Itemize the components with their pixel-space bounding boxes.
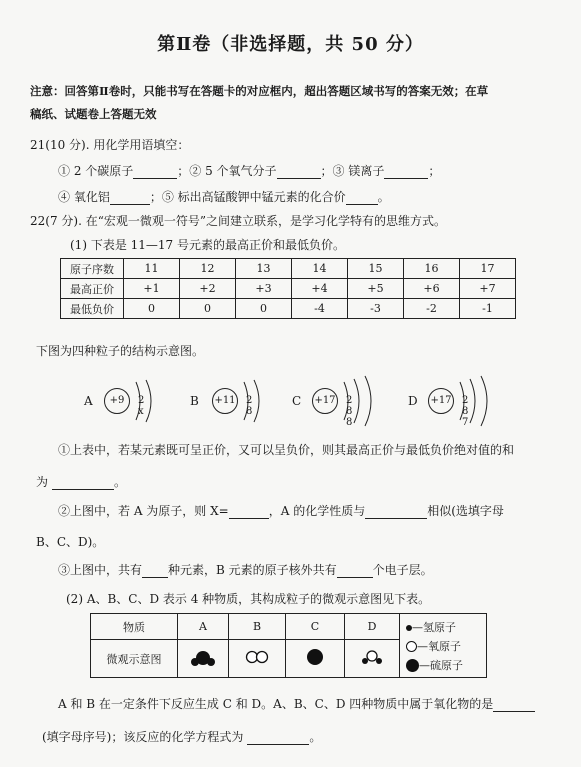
diagram-caption: 下图为四种粒子的结构示意图。 [36,344,205,358]
notice-line-2: 稿纸、试题卷上答题无效 [30,107,157,121]
answer-blank[interactable] [346,204,378,205]
q21-row1-end: ； [428,164,441,178]
sub1-line-a: ①上表中，若某元素既可呈正价，又可以呈负价，则其最高正价与最低负价绝对值的和 [58,443,515,457]
legend-label: —氢原子 [412,620,456,634]
h2o-molecule-icon [357,647,387,667]
nucleus: +11 [212,388,238,414]
table-cell: +2 [180,279,236,299]
page-title: 第Ⅱ卷（非选择题，共 50 分） [157,34,424,55]
answer-blank[interactable] [337,577,373,578]
answer-blank[interactable] [133,178,177,179]
o2-molecule-icon [242,647,272,667]
answer-blank[interactable] [277,178,321,179]
final-text-1: A 和 B 在一定条件下反应生成 C 和 D。A、B、C、D 四种物质中属于氧化物的是 [58,697,494,711]
answer-blank[interactable] [493,711,535,712]
molecule-d [345,640,400,678]
shell-arcs [240,376,270,426]
table-cell: -4 [292,299,348,319]
table-row [61,299,516,319]
table-cell: 14 [292,259,348,279]
table-row [91,614,487,640]
table-cell: 13 [236,259,292,279]
shell-electrons: 2 8 [246,395,253,417]
answer-blank[interactable] [142,577,168,578]
table-cell: C [286,614,345,640]
q21-item5: ；⑤ 标出高锰酸钾中锰元素的化合价 [149,190,346,204]
q21-item4: ④ 氧化铝 [58,190,110,204]
table-cell: 15 [348,259,404,279]
sulfur-atom-icon [406,659,419,672]
sub1-end: 。 [114,475,127,489]
oxygen-atom-icon [406,641,417,652]
final-line-1 [58,695,535,712]
table-cell: 17 [460,259,516,279]
molecule-b [229,640,286,678]
particle-letter: C [292,394,302,408]
table-cell: A [178,614,229,640]
molecule-c [286,640,345,678]
table-cell: 最高正价 [61,279,124,299]
h2s-molecule-icon [188,647,218,667]
answer-blank[interactable] [52,489,114,490]
answer-blank[interactable] [384,178,428,179]
table-cell: 16 [404,259,460,279]
sulfur-icon [300,646,330,668]
sub3-text-3: 个电子层。 [372,563,433,577]
sub2-text-3: 相似(选填字母 [427,504,504,518]
shell-electrons: 2 x [138,395,145,417]
nucleus: +17 [312,388,338,414]
answer-blank[interactable] [365,518,427,519]
table-row [61,259,516,279]
final-text-2: (填字母序号)；该反应的化学方程式为 [42,730,244,744]
table-cell: +5 [348,279,404,299]
shell-arcs [132,376,162,426]
legend-label: —氧原子 [417,639,461,653]
sub3-text-2: 种元素，B 元素的原子核外共有 [168,563,337,577]
shell-electrons: 2 8 8 [346,395,353,428]
answer-blank[interactable] [229,518,269,519]
q22-part1-intro: (1) 下表是 11—17 号元素的最高正价和最低负价。 [70,238,345,252]
table-cell: 0 [180,299,236,319]
sub3-line [58,561,433,578]
table-cell: +4 [292,279,348,299]
sub3-text-1: ③上图中，共有 [58,563,143,577]
table-cell: 原子序数 [61,259,124,279]
sub1-line-b [36,473,126,490]
legend [400,614,487,678]
table-row [61,279,516,299]
q21-row2 [58,188,390,205]
shell-electrons: 2 8 7 [462,395,469,428]
table-cell: B [229,614,286,640]
q21-item3: ；③ 镁离子 [320,164,385,178]
part2-intro: (2) A、B、C、D 表示 4 种物质，其构成粒子的微观示意图见下表。 [66,592,431,606]
table-cell: D [345,614,400,640]
table-cell: 微观示意图 [91,640,178,678]
valence-table [60,258,516,319]
sub2-text-2: ，A 的化学性质与 [268,504,366,518]
particles-table [90,613,487,678]
notice-line-1: 注意：回答第Ⅱ卷时，只能书写在答题卡的对应框内，超出答题区域书写的答案无效；在草 [30,84,489,98]
table-cell: 12 [180,259,236,279]
particle-letter: A [84,394,93,408]
answer-blank[interactable] [110,204,150,205]
table-cell: +1 [124,279,180,299]
table-cell: 0 [124,299,180,319]
molecule-a [178,640,229,678]
q21-item1: ① 2 个碳原子 [58,164,134,178]
final-line-2 [42,728,321,745]
table-cell: +7 [460,279,516,299]
table-cell: 11 [124,259,180,279]
sub2-line-a [58,502,504,519]
table-cell: 最低负价 [61,299,124,319]
particle-letter: D [408,394,418,408]
nucleus: +9 [104,388,130,414]
table-cell: -3 [348,299,404,319]
particle-letter: B [190,394,199,408]
table-cell: 物质 [91,614,178,640]
q21-item2: ；② 5 个氧气分子 [177,164,277,178]
sub2-line-b: B、C、D)。 [36,535,105,549]
table-cell: +3 [236,279,292,299]
sub2-text-1: ②上图中，若 A 为原子，则 X= [58,504,229,518]
table-cell: +6 [404,279,460,299]
answer-blank[interactable] [247,744,309,745]
table-cell: 0 [236,299,292,319]
q21-row1 [58,162,440,179]
q21-row2-end: 。 [377,190,390,204]
legend-label: —硫原子 [419,658,463,672]
q21-stem: 21(10 分). 用化学用语填空： [30,138,190,152]
table-cell: -1 [460,299,516,319]
sub1-text: 为 [36,475,49,489]
table-cell: -2 [404,299,460,319]
nucleus: +17 [428,388,454,414]
final-text-3: 。 [309,730,322,744]
q22-stem: 22(7 分). 在“宏观一微观一符号”之间建立联系，是学习化学特有的思维方式。 [30,214,446,228]
